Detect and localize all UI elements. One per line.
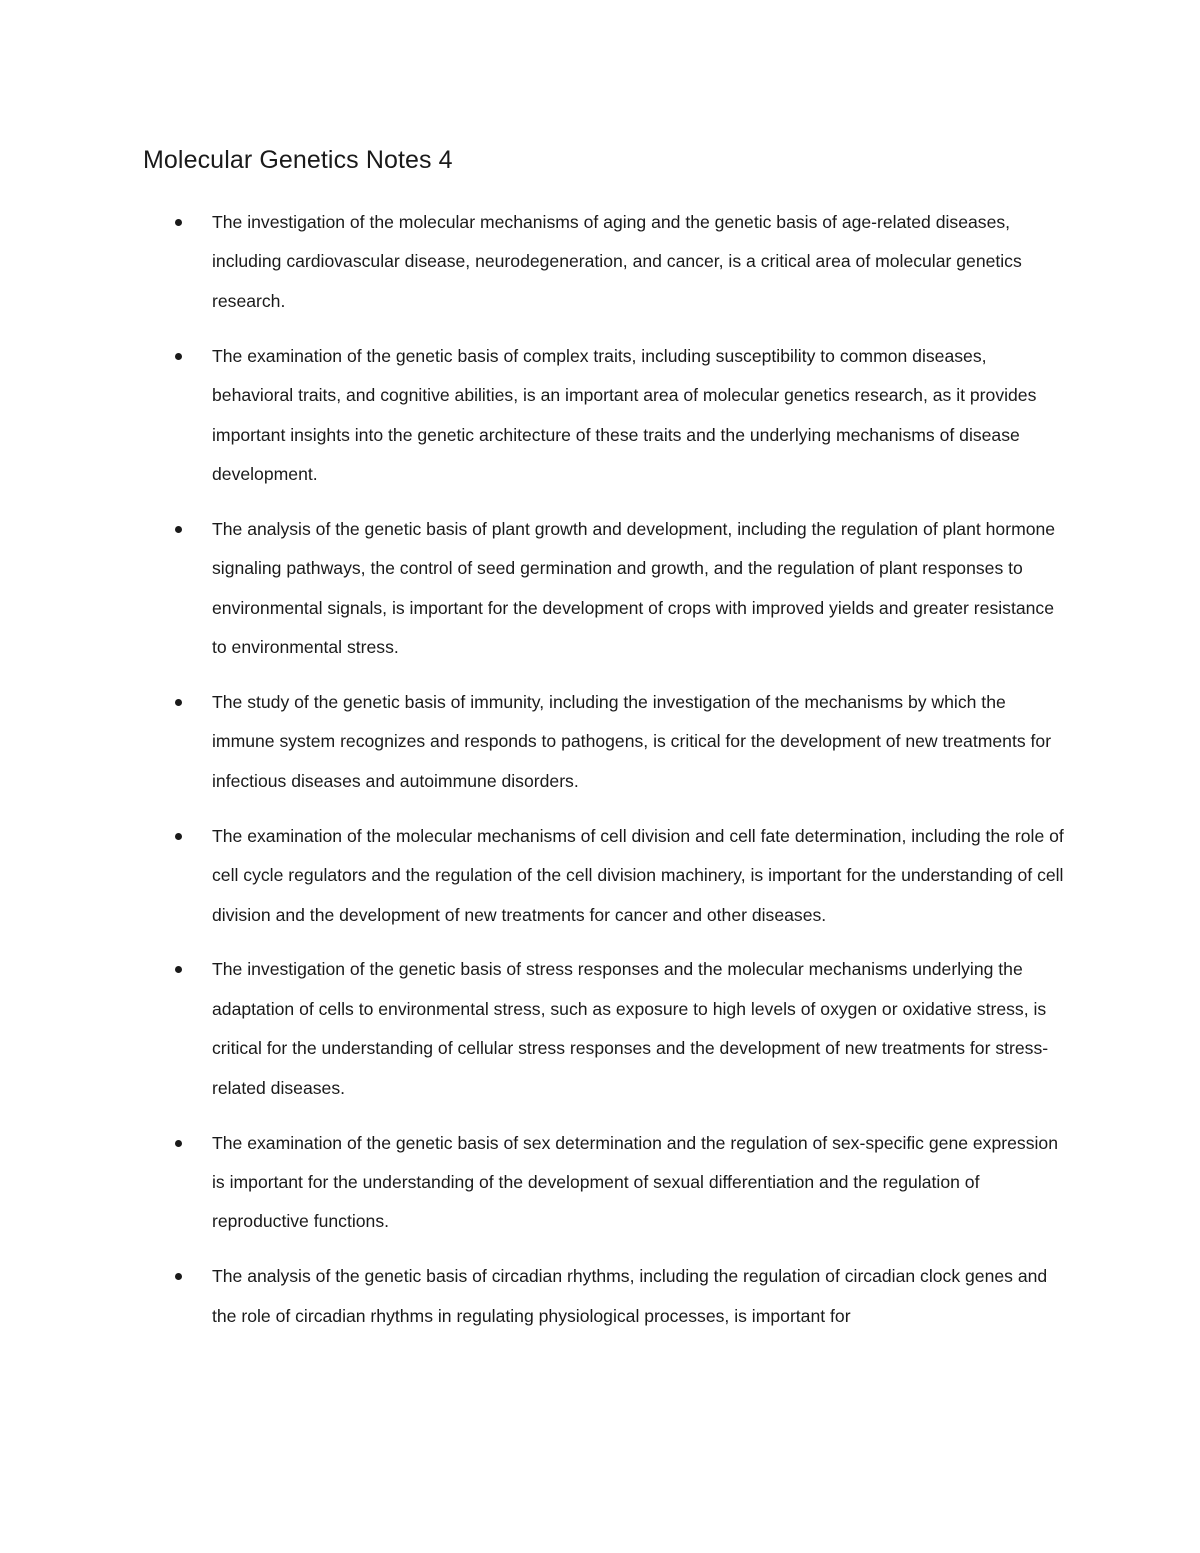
bullet-text: The analysis of the genetic basis of plant growth and development, including the regulation of plant hormone signaling pathways, the control of seed germination and growth, and the regulation of plant responses to environmental signals, is important for the development of crops with improved yields and greater resistance to environmental stress. [212, 518, 1056, 658]
bullet-icon [175, 1273, 182, 1280]
bullet-list [0, 203, 1200, 1352]
list-item [0, 683, 1068, 801]
list-item [0, 510, 1068, 668]
list-item [0, 1257, 1068, 1336]
bullet-text: The examination of the genetic basis of sex determination and the regulation of sex-specific gene expression is important for the understanding of the development of sexual differentiation and the regulation of reproductive functions. [212, 1132, 1058, 1232]
bullet-icon [175, 833, 182, 840]
bullet-icon [175, 699, 182, 706]
bullet-text: The study of the genetic basis of immunity, including the investigation of the mechanisms by which the immune system recognizes and responds to pathogens, is critical for the development of new treatments for infectious diseases and autoimmune disorders. [212, 691, 1052, 791]
bullet-icon [175, 526, 182, 533]
bullet-icon [175, 966, 182, 973]
bullet-icon [175, 1140, 182, 1147]
list-item [0, 950, 1068, 1108]
bullet-text: The examination of the genetic basis of complex traits, including susceptibility to common diseases, behavioral traits, and cognitive abilities, is an important area of molecular genetics research, as it provides important insights into the genetic architecture of these traits and the underlying mechanisms of disease development. [212, 345, 1037, 484]
list-item [0, 1124, 1068, 1242]
list-item [0, 203, 1068, 321]
bullet-text: The examination of the molecular mechanisms of cell division and cell fate determination, including the role of cell cycle regulators and the regulation of the cell division machinery, is important for the understanding of cell division and the development of new treatments for cancer and other diseases. [212, 825, 1064, 925]
document-title: Molecular Genetics Notes 4 [143, 146, 453, 174]
bullet-icon [175, 219, 182, 226]
list-item [0, 337, 1068, 495]
bullet-text: The analysis of the genetic basis of circadian rhythms, including the regulation of circadian clock genes and the role of circadian rhythms in regulating physiological processes, is important for [212, 1266, 1048, 1326]
bullet-text: The investigation of the genetic basis of stress responses and the molecular mechanisms underlying the adaptation of cells to environmental stress, such as exposure to high levels of oxygen or oxidative stress, is critical for the understanding of cellular stress responses and the development of new treatments for stress-related diseases. [212, 959, 1049, 1098]
list-item [0, 817, 1068, 935]
bullet-icon [175, 353, 182, 360]
bullet-text: The investigation of the molecular mechanisms of aging and the genetic basis of age-related diseases, including cardiovascular disease, neurodegeneration, and cancer, is a critical area of molecular genetics research. [212, 212, 1022, 311]
